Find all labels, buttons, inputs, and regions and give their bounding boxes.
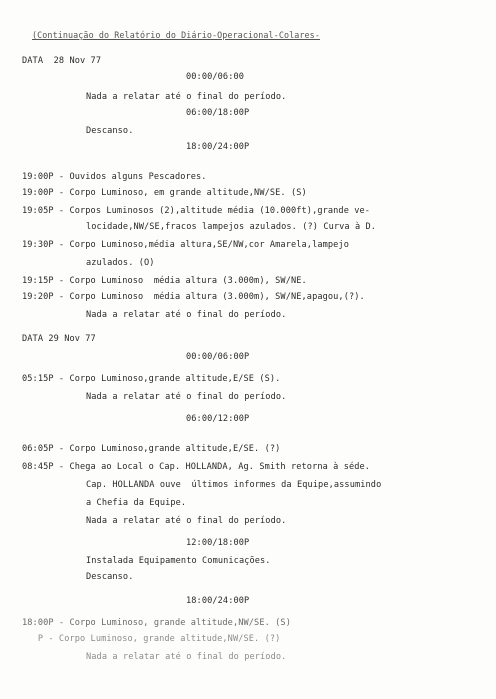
log-entry: 18:00P - Corpo Luminoso, grande altitude,NW/SE. (S)	[22, 618, 291, 628]
period-note: Nada a relatar até o final do período.	[86, 92, 287, 102]
log-entry: 19:20P - Corpo Luminoso média altura (3.000m), SW/NE,apagou,(?).	[22, 292, 365, 302]
period-12-18: 12:00/18:00P	[186, 538, 250, 548]
period-06-12: 06:00/12:00P	[186, 414, 250, 424]
period-note: Descanso.	[86, 126, 134, 136]
period-note: Nada a relatar até o final do período.	[86, 310, 287, 320]
log-entry: 19:15P - Corpo Luminoso média altura (3.000m), SW/NE.	[22, 276, 307, 286]
date-label-29-nov: DATA 29 Nov 77	[22, 334, 96, 344]
period-06-18: 06:00/18:00P	[186, 108, 250, 118]
period-note: Nada a relatar até o final do período.	[86, 392, 287, 402]
log-entry: 19:30P - Corpo Luminoso,média altura,SE/NW,cor Amarela,lampejo	[22, 240, 349, 250]
log-entry-continued: azulados. (O)	[86, 258, 155, 268]
log-entry: 05:15P - Corpo Luminoso,grande altitude,E/SE (S).	[22, 374, 281, 384]
report-header: (Continuação do Relatório do Diário-Operacional-Colares-	[32, 30, 320, 40]
log-entry: 08:45P - Chega ao Local o Cap. HOLLANDA, Ag. Smith retorna à séde.	[22, 462, 371, 472]
log-entry: 19:00P - Ouvidos alguns Pescadores.	[22, 172, 207, 182]
log-entry: 06:05P - Corpo Luminoso,grande altitude,E/SE. (?)	[22, 444, 281, 454]
period-18-24: 18:00/24:00P	[186, 596, 250, 606]
log-entry-continued: a Chefia da Equipe.	[86, 498, 187, 508]
date-label-28-nov: DATA 28 Nov 77	[22, 56, 102, 66]
log-entry: 19:05P - Corpos Luminosos (2),altitude média (10.000ft),grande ve-	[22, 206, 371, 216]
period-note: Instalada Equipamento Comunicações.	[86, 556, 271, 566]
period-00-06: 00:00/06:00P	[186, 352, 250, 362]
period-18-24: 18:00/24:00P	[186, 142, 250, 152]
period-note: Nada a relatar até o final do período.	[86, 652, 287, 662]
log-entry: 19:00P - Corpo Luminoso, em grande altitude,NW/SE. (S)	[22, 188, 307, 198]
log-entry: P - Corpo Luminoso, grande altitude,NW/SE. (?)	[22, 634, 281, 644]
period-note: Nada a relatar até o final do período.	[86, 516, 287, 526]
period-00-06: 00:00/06:00	[186, 72, 245, 82]
log-entry-continued: locidade,NW/SE,fracos lampejos azulados. (?) Curva à D.	[86, 222, 377, 232]
period-note: Descanso.	[86, 572, 134, 582]
log-entry-continued: Cap. HOLLANDA ouve últimos informes da Equipe,assumindo	[86, 480, 382, 490]
